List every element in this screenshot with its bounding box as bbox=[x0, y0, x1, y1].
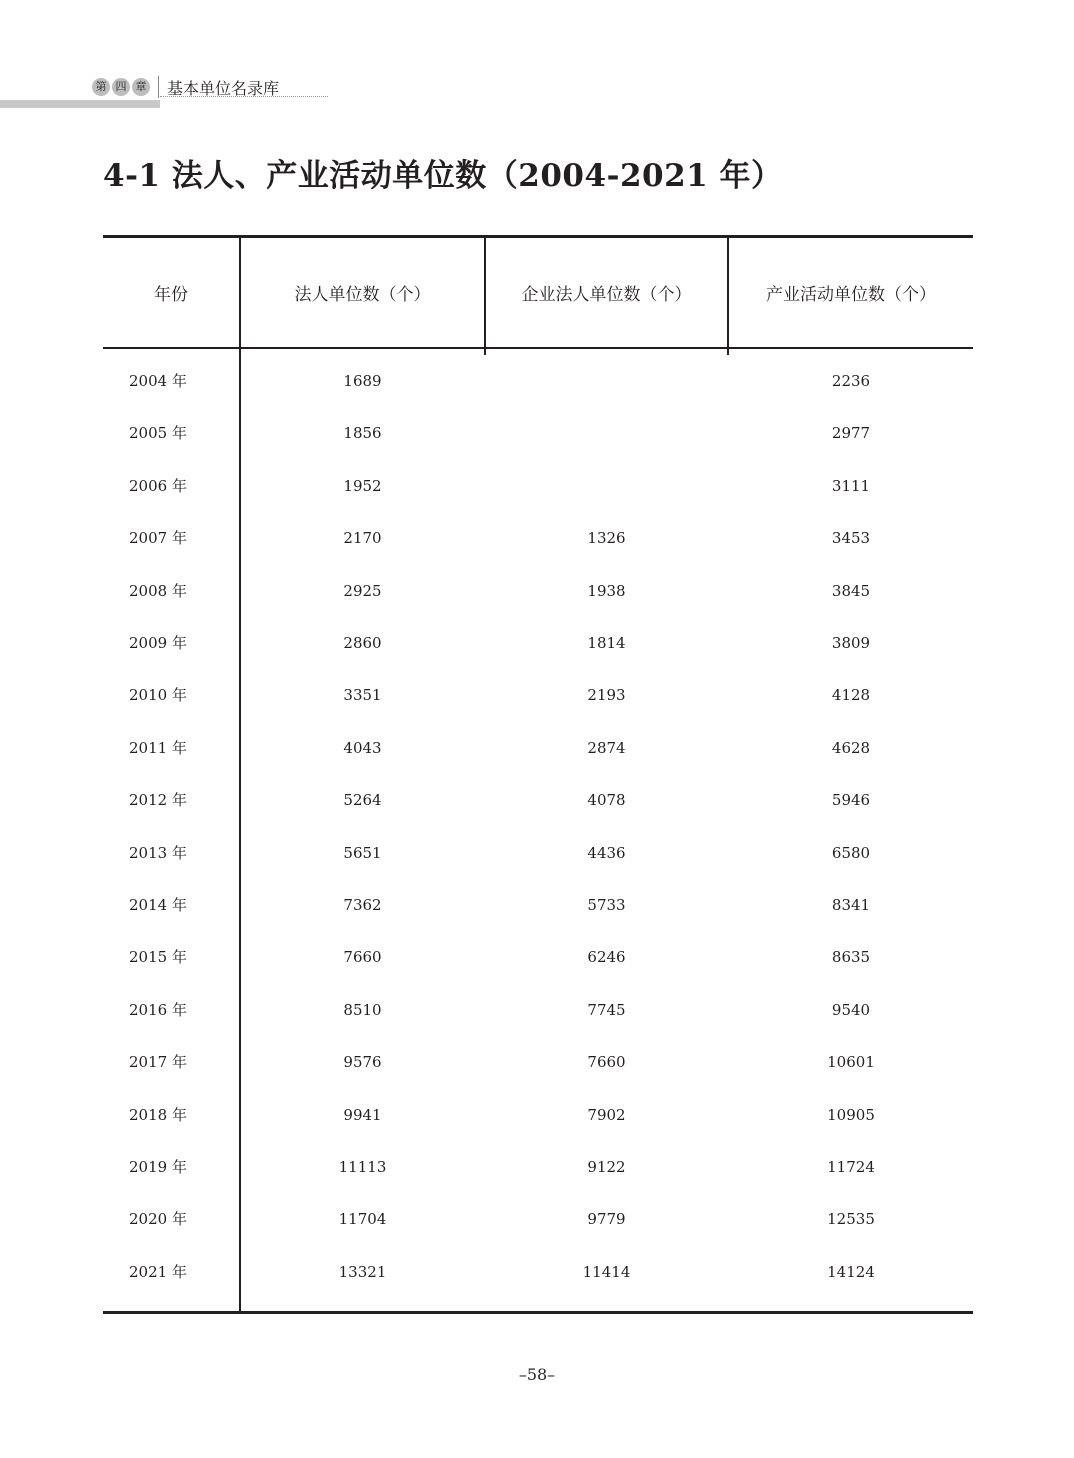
row-activity-units: 2236 bbox=[831, 372, 871, 390]
table-row bbox=[103, 1089, 973, 1141]
table-row bbox=[103, 774, 973, 826]
row-enterprise-units: 11414 bbox=[582, 1262, 631, 1281]
row-enterprise-units: 7745 bbox=[587, 1000, 626, 1019]
row-legal-units: 13321 bbox=[338, 1262, 387, 1281]
row-legal-units: 7362 bbox=[343, 896, 382, 914]
row-activity-units: 10905 bbox=[827, 1105, 875, 1124]
table-row bbox=[103, 827, 973, 879]
chapter-char: 章 bbox=[132, 78, 150, 96]
row-legal-units: 2170 bbox=[343, 529, 382, 548]
row-year: 2007 年 bbox=[129, 529, 187, 548]
row-year: 2018 年 bbox=[129, 1105, 187, 1124]
row-activity-units: 4128 bbox=[831, 686, 871, 705]
row-legal-units: 7660 bbox=[343, 948, 382, 967]
column-header-enterprise-units: 企业法人单位数（个） bbox=[521, 285, 692, 305]
row-year: 2021 年 bbox=[129, 1262, 187, 1281]
page-title: 4-1 法人、产业活动单位数（2004-2021 年） bbox=[103, 158, 783, 194]
row-legal-units: 11704 bbox=[338, 1210, 387, 1229]
chapter-char: 四 bbox=[112, 78, 130, 96]
row-year: 2013 年 bbox=[129, 843, 187, 862]
table-row bbox=[103, 512, 973, 564]
row-enterprise-units: 1814 bbox=[587, 634, 626, 652]
chapter-header bbox=[92, 76, 279, 98]
row-enterprise-units: 7660 bbox=[587, 1053, 626, 1072]
row-activity-units: 6580 bbox=[831, 843, 871, 862]
row-activity-units: 3809 bbox=[831, 634, 871, 652]
column-header-year: 年份 bbox=[154, 285, 188, 305]
row-legal-units: 9576 bbox=[343, 1053, 382, 1072]
row-activity-units: 3111 bbox=[831, 476, 871, 495]
table-row bbox=[103, 1246, 973, 1298]
row-legal-units: 1689 bbox=[343, 372, 382, 390]
row-legal-units: 2925 bbox=[343, 581, 382, 600]
row-activity-units: 4628 bbox=[831, 738, 871, 757]
table-row bbox=[103, 669, 973, 721]
row-enterprise-units: 1938 bbox=[587, 581, 626, 600]
table-bottom-rule bbox=[103, 1311, 973, 1314]
chapter-separator bbox=[158, 76, 159, 98]
row-legal-units: 5264 bbox=[343, 791, 382, 810]
row-enterprise-units: 1326 bbox=[587, 529, 626, 548]
row-legal-units: 4043 bbox=[343, 738, 382, 757]
table-row bbox=[103, 1193, 973, 1245]
row-enterprise-units bbox=[486, 407, 727, 459]
row-enterprise-units: 5733 bbox=[587, 896, 626, 914]
row-legal-units: 1856 bbox=[343, 424, 382, 443]
table-row bbox=[103, 1141, 973, 1193]
row-activity-units: 9540 bbox=[831, 1000, 871, 1019]
table-row bbox=[103, 355, 973, 407]
column-header-activity-units: 产业活动单位数（个） bbox=[766, 285, 936, 305]
header-bar bbox=[0, 100, 160, 108]
row-year: 2005 年 bbox=[129, 424, 187, 443]
table-row bbox=[103, 722, 973, 774]
table-header-rule bbox=[103, 347, 973, 349]
row-activity-units: 8341 bbox=[831, 896, 871, 914]
row-legal-units: 11113 bbox=[338, 1158, 387, 1176]
row-year: 2006 年 bbox=[129, 476, 187, 495]
row-enterprise-units: 4436 bbox=[587, 843, 626, 862]
row-year: 2014 年 bbox=[129, 896, 187, 914]
row-year: 2019 年 bbox=[129, 1158, 187, 1176]
row-enterprise-units: 7902 bbox=[587, 1105, 626, 1124]
row-year: 2008 年 bbox=[129, 581, 187, 600]
row-activity-units: 5946 bbox=[831, 791, 871, 810]
row-legal-units: 8510 bbox=[343, 1000, 382, 1019]
row-year: 2012 年 bbox=[129, 791, 187, 810]
row-legal-units: 1952 bbox=[343, 476, 382, 495]
chapter-badge bbox=[92, 78, 150, 96]
row-legal-units: 3351 bbox=[343, 686, 382, 705]
row-enterprise-units bbox=[486, 460, 727, 512]
chapter-name: 基本单位名录库 bbox=[167, 78, 280, 98]
table-row bbox=[103, 1036, 973, 1088]
row-year: 2011 年 bbox=[129, 738, 187, 757]
row-enterprise-units: 2193 bbox=[587, 686, 626, 705]
row-enterprise-units: 9779 bbox=[587, 1210, 626, 1229]
row-activity-units: 14124 bbox=[827, 1262, 875, 1281]
row-enterprise-units: 2874 bbox=[587, 738, 626, 757]
row-legal-units: 2860 bbox=[343, 634, 382, 652]
row-year: 2010 年 bbox=[129, 686, 187, 705]
row-year: 2016 年 bbox=[129, 1000, 187, 1019]
table-row bbox=[103, 984, 973, 1036]
row-activity-units: 8635 bbox=[831, 948, 871, 967]
row-year: 2004 年 bbox=[129, 372, 187, 390]
row-legal-units: 9941 bbox=[343, 1105, 382, 1124]
row-activity-units: 12535 bbox=[827, 1210, 875, 1229]
table-row bbox=[103, 565, 973, 617]
row-enterprise-units: 9122 bbox=[587, 1158, 626, 1176]
row-activity-units: 2977 bbox=[831, 424, 871, 443]
table-row bbox=[103, 407, 973, 459]
row-year: 2017 年 bbox=[129, 1053, 187, 1072]
row-legal-units: 5651 bbox=[343, 843, 382, 862]
row-enterprise-units: 4078 bbox=[587, 791, 626, 810]
row-year: 2015 年 bbox=[129, 948, 187, 967]
row-enterprise-units bbox=[486, 355, 727, 407]
row-activity-units: 11724 bbox=[827, 1158, 875, 1176]
table-row bbox=[103, 931, 973, 983]
table-row bbox=[103, 460, 973, 512]
row-enterprise-units: 6246 bbox=[587, 948, 626, 967]
column-header-legal-units: 法人单位数（个） bbox=[294, 285, 431, 305]
table-row bbox=[103, 617, 973, 669]
row-year: 2020 年 bbox=[129, 1210, 187, 1229]
page-number: –58– bbox=[518, 1365, 556, 1384]
row-activity-units: 3453 bbox=[831, 529, 871, 548]
row-activity-units: 3845 bbox=[831, 581, 871, 600]
row-year: 2009 年 bbox=[129, 634, 187, 652]
table-row bbox=[103, 879, 973, 931]
chapter-char: 第 bbox=[92, 78, 110, 96]
row-activity-units: 10601 bbox=[827, 1053, 875, 1072]
